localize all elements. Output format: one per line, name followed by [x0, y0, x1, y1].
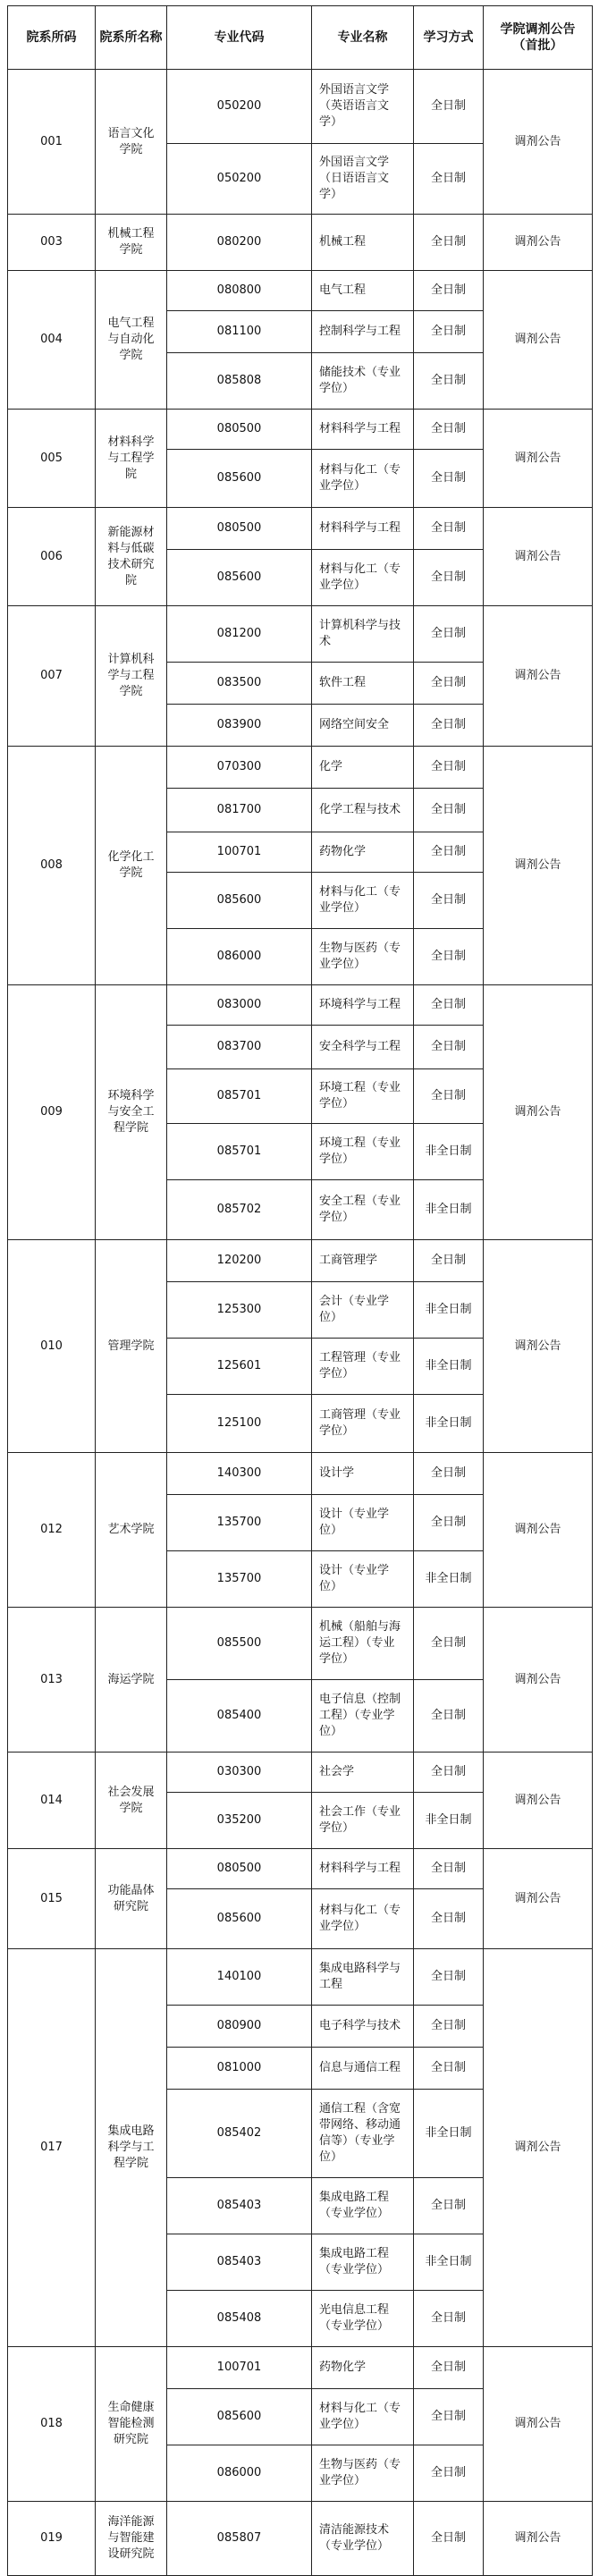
notice-link[interactable]: 调剂公告 [484, 2347, 593, 2502]
major-code-cell: 085600 [167, 2389, 312, 2445]
major-code-cell: 083500 [167, 663, 312, 705]
dept-name-cell: 管理学院 [96, 1240, 167, 1453]
major-name-cell: 机械（船舶与海运工程）（专业学位） [312, 1608, 414, 1680]
major-name-cell: 设计（专业学位） [312, 1495, 414, 1551]
study-mode-cell: 全日制 [414, 144, 484, 215]
study-mode-cell: 全日制 [414, 663, 484, 705]
dept-name-cell: 化学化工学院 [96, 747, 167, 985]
dept-name-cell: 生命健康智能检测研究院 [96, 2347, 167, 2502]
admissions-table [7, 5, 593, 2576]
major-name-cell: 计算机科学与技术 [312, 606, 414, 663]
study-mode-cell: 全日制 [414, 1949, 484, 2006]
dept-name-cell: 海洋能源与智能建设研究院 [96, 2502, 167, 2576]
dept-code-cell: 006 [8, 508, 96, 606]
major-name-cell: 社会学 [312, 1753, 414, 1793]
major-name-cell: 电子科学与技术 [312, 2006, 414, 2048]
major-code-cell: 080500 [167, 410, 312, 450]
study-mode-cell: 全日制 [414, 2006, 484, 2048]
major-code-cell: 085600 [167, 873, 312, 929]
major-name-cell: 清洁能源技术（专业学位） [312, 2502, 414, 2576]
table-row [8, 410, 593, 450]
table-row [8, 1453, 593, 1495]
dept-code-cell: 018 [8, 2347, 96, 2502]
major-code-cell: 050200 [167, 70, 312, 144]
dept-code-cell: 001 [8, 70, 96, 215]
major-code-cell: 080500 [167, 1849, 312, 1889]
dept-name-cell: 环境科学与安全工程学院 [96, 985, 167, 1240]
major-name-cell: 工商管理（专业学位） [312, 1395, 414, 1453]
table-row [8, 747, 593, 789]
dept-code-cell: 005 [8, 410, 96, 508]
major-name-cell: 网络空间安全 [312, 705, 414, 747]
major-name-cell: 工商管理学 [312, 1240, 414, 1282]
study-mode-cell: 全日制 [414, 873, 484, 929]
study-mode-cell: 非全日制 [414, 1339, 484, 1395]
major-code-cell: 080800 [167, 271, 312, 311]
major-code-cell: 120200 [167, 1240, 312, 1282]
major-code-cell: 086000 [167, 2445, 312, 2502]
major-code-cell: 100701 [167, 2347, 312, 2389]
table-header [8, 6, 593, 70]
table-row [8, 985, 593, 1026]
major-name-cell: 社会工作（专业学位） [312, 1793, 414, 1849]
dept-code-cell: 012 [8, 1453, 96, 1608]
major-name-cell: 材料与化工（专业学位） [312, 450, 414, 508]
major-name-cell: 环境工程（专业学位） [312, 1124, 414, 1180]
major-name-cell: 环境科学与工程 [312, 985, 414, 1026]
notice-link[interactable]: 调剂公告 [484, 1608, 593, 1753]
study-mode-cell: 非全日制 [414, 2090, 484, 2178]
study-mode-cell: 非全日制 [414, 1282, 484, 1339]
notice-link[interactable]: 调剂公告 [484, 1240, 593, 1453]
study-mode-cell: 全日制 [414, 2291, 484, 2347]
major-name-cell: 材料与化工（专业学位） [312, 2389, 414, 2445]
dept-code-cell: 010 [8, 1240, 96, 1453]
major-name-cell: 控制科学与工程 [312, 311, 414, 353]
dept-name-cell: 电气工程与自动化学院 [96, 271, 167, 410]
major-code-cell: 085702 [167, 1180, 312, 1240]
major-name-cell: 材料与化工（专业学位） [312, 873, 414, 929]
dept-name-cell: 计算机科学与工程学院 [96, 606, 167, 747]
major-code-cell: 085701 [167, 1124, 312, 1180]
dept-code-cell: 013 [8, 1608, 96, 1753]
study-mode-cell: 全日制 [414, 789, 484, 832]
study-mode-cell: 非全日制 [414, 1551, 484, 1608]
major-name-cell: 光电信息工程（专业学位） [312, 2291, 414, 2347]
study-mode-cell: 全日制 [414, 1608, 484, 1680]
major-code-cell: 135700 [167, 1551, 312, 1608]
major-name-cell: 化学 [312, 747, 414, 789]
notice-link[interactable]: 调剂公告 [484, 508, 593, 606]
dept-name-cell: 新能源材料与低碳技术研究院 [96, 508, 167, 606]
major-name-cell: 工程管理（专业学位） [312, 1339, 414, 1395]
major-code-cell: 081000 [167, 2048, 312, 2090]
major-name-cell: 储能技术（专业学位） [312, 353, 414, 410]
major-code-cell: 085600 [167, 450, 312, 508]
study-mode-cell: 全日制 [414, 2178, 484, 2234]
study-mode-cell: 非全日制 [414, 1124, 484, 1180]
dept-name-cell: 机械工程学院 [96, 215, 167, 271]
major-name-cell: 设计（专业学位） [312, 1551, 414, 1608]
study-mode-cell: 全日制 [414, 2445, 484, 2502]
table-row [8, 215, 593, 271]
major-name-cell: 外国语言文学（英语语言文学） [312, 70, 414, 144]
study-mode-cell: 全日制 [414, 1453, 484, 1495]
table-row [8, 1240, 593, 1282]
study-mode-cell: 全日制 [414, 1849, 484, 1889]
major-name-cell: 材料科学与工程 [312, 1849, 414, 1889]
major-name-cell: 安全科学与工程 [312, 1026, 414, 1069]
dept-code-cell: 017 [8, 1949, 96, 2347]
major-code-cell: 085403 [167, 2178, 312, 2234]
major-code-cell: 085600 [167, 550, 312, 606]
study-mode-cell: 全日制 [414, 1753, 484, 1793]
study-mode-cell: 全日制 [414, 2389, 484, 2445]
dept-name-cell: 社会发展学院 [96, 1753, 167, 1849]
major-code-cell: 085400 [167, 1680, 312, 1753]
dept-code-cell: 009 [8, 985, 96, 1240]
major-code-cell: 085408 [167, 2291, 312, 2347]
major-name-cell: 材料科学与工程 [312, 410, 414, 450]
major-code-cell: 083000 [167, 985, 312, 1026]
study-mode-cell: 全日制 [414, 1889, 484, 1949]
major-code-cell: 100701 [167, 832, 312, 873]
major-name-cell: 生物与医药（专业学位） [312, 2445, 414, 2502]
major-code-cell: 125100 [167, 1395, 312, 1453]
notice-link[interactable]: 调剂公告 [484, 215, 593, 271]
major-code-cell: 140300 [167, 1453, 312, 1495]
major-code-cell: 085500 [167, 1608, 312, 1680]
study-mode-cell: 全日制 [414, 410, 484, 450]
major-name-cell: 外国语言文学（日语语言文学） [312, 144, 414, 215]
major-code-cell: 125300 [167, 1282, 312, 1339]
study-mode-cell: 非全日制 [414, 1395, 484, 1453]
dept-code-cell: 019 [8, 2502, 96, 2576]
major-name-cell: 材料与化工（专业学位） [312, 550, 414, 606]
major-code-cell: 085600 [167, 1889, 312, 1949]
table-row [8, 1753, 593, 1793]
study-mode-cell: 全日制 [414, 1495, 484, 1551]
study-mode-cell: 全日制 [414, 929, 484, 985]
table-row [8, 2347, 593, 2389]
study-mode-cell: 全日制 [414, 705, 484, 747]
major-name-cell: 集成电路工程（专业学位） [312, 2178, 414, 2234]
major-name-cell: 机械工程 [312, 215, 414, 271]
study-mode-cell: 全日制 [414, 1680, 484, 1753]
table-row [8, 1608, 593, 1680]
major-name-cell: 安全工程（专业学位） [312, 1180, 414, 1240]
study-mode-cell: 全日制 [414, 550, 484, 606]
study-mode-cell: 全日制 [414, 215, 484, 271]
study-mode-cell: 全日制 [414, 1026, 484, 1069]
header-dept-code: 院系所码 [8, 6, 96, 70]
major-code-cell: 083700 [167, 1026, 312, 1069]
major-code-cell: 135700 [167, 1495, 312, 1551]
major-code-cell: 085807 [167, 2502, 312, 2576]
major-name-cell: 软件工程 [312, 663, 414, 705]
notice-link[interactable]: 调剂公告 [484, 606, 593, 747]
major-code-cell: 085701 [167, 1069, 312, 1124]
study-mode-cell: 全日制 [414, 747, 484, 789]
study-mode-cell: 非全日制 [414, 1793, 484, 1849]
study-mode-cell: 全日制 [414, 353, 484, 410]
major-name-cell: 通信工程（含宽带网络、移动通信等）（专业学位） [312, 2090, 414, 2178]
major-code-cell: 081700 [167, 789, 312, 832]
major-code-cell: 030300 [167, 1753, 312, 1793]
notice-link[interactable]: 调剂公告 [484, 410, 593, 508]
table-row [8, 1949, 593, 2006]
major-name-cell: 设计学 [312, 1453, 414, 1495]
header-study-mode: 学习方式 [414, 6, 484, 70]
major-code-cell: 085403 [167, 2234, 312, 2291]
major-name-cell: 电气工程 [312, 271, 414, 311]
notice-link[interactable]: 调剂公告 [484, 271, 593, 410]
table-row [8, 1849, 593, 1889]
table-row [8, 606, 593, 663]
major-code-cell: 125601 [167, 1339, 312, 1395]
major-name-cell: 会计（专业学位） [312, 1282, 414, 1339]
dept-name-cell: 海运学院 [96, 1608, 167, 1753]
notice-link[interactable]: 调剂公告 [484, 70, 593, 215]
major-code-cell: 080900 [167, 2006, 312, 2048]
major-code-cell: 083900 [167, 705, 312, 747]
major-name-cell: 化学工程与技术 [312, 789, 414, 832]
notice-link[interactable]: 调剂公告 [484, 1949, 593, 2347]
major-name-cell: 材料科学与工程 [312, 508, 414, 550]
study-mode-cell: 全日制 [414, 832, 484, 873]
study-mode-cell: 全日制 [414, 2347, 484, 2389]
dept-code-cell: 015 [8, 1849, 96, 1949]
study-mode-cell: 全日制 [414, 70, 484, 144]
dept-code-cell: 003 [8, 215, 96, 271]
study-mode-cell: 全日制 [414, 508, 484, 550]
dept-code-cell: 014 [8, 1753, 96, 1849]
major-code-cell: 081100 [167, 311, 312, 353]
notice-link[interactable]: 调剂公告 [484, 1849, 593, 1949]
major-code-cell: 080500 [167, 508, 312, 550]
study-mode-cell: 全日制 [414, 985, 484, 1026]
major-code-cell: 085808 [167, 353, 312, 410]
study-mode-cell: 非全日制 [414, 2234, 484, 2291]
table-row [8, 271, 593, 311]
major-name-cell: 信息与通信工程 [312, 2048, 414, 2090]
major-code-cell: 140100 [167, 1949, 312, 2006]
dept-name-cell: 语言文化学院 [96, 70, 167, 215]
dept-code-cell: 004 [8, 271, 96, 410]
notice-link[interactable]: 调剂公告 [484, 747, 593, 985]
major-code-cell: 070300 [167, 747, 312, 789]
study-mode-cell: 全日制 [414, 450, 484, 508]
major-code-cell: 085402 [167, 2090, 312, 2178]
major-code-cell: 081200 [167, 606, 312, 663]
header-major-name: 专业名称 [312, 6, 414, 70]
dept-name-cell: 功能晶体研究院 [96, 1849, 167, 1949]
major-name-cell: 生物与医药（专业学位） [312, 929, 414, 985]
header-major-code: 专业代码 [167, 6, 312, 70]
major-code-cell: 050200 [167, 144, 312, 215]
dept-code-cell: 007 [8, 606, 96, 747]
table-body [8, 70, 593, 2576]
study-mode-cell: 全日制 [414, 606, 484, 663]
study-mode-cell: 全日制 [414, 1069, 484, 1124]
dept-name-cell: 艺术学院 [96, 1453, 167, 1608]
study-mode-cell: 非全日制 [414, 1180, 484, 1240]
major-code-cell: 080200 [167, 215, 312, 271]
table-row [8, 2502, 593, 2576]
major-name-cell: 集成电路科学与工程 [312, 1949, 414, 2006]
notice-link[interactable]: 调剂公告 [484, 1753, 593, 1849]
major-name-cell: 药物化学 [312, 2347, 414, 2389]
major-name-cell: 药物化学 [312, 832, 414, 873]
major-name-cell: 环境工程（专业学位） [312, 1069, 414, 1124]
study-mode-cell: 全日制 [414, 271, 484, 311]
notice-link[interactable]: 调剂公告 [484, 2502, 593, 2576]
dept-code-cell: 008 [8, 747, 96, 985]
study-mode-cell: 全日制 [414, 2048, 484, 2090]
major-name-cell: 电子信息（控制工程）（专业学位） [312, 1680, 414, 1753]
major-code-cell: 086000 [167, 929, 312, 985]
notice-link[interactable]: 调剂公告 [484, 985, 593, 1240]
header-notice: 学院调剂公告 （首批） [484, 6, 593, 70]
study-mode-cell: 全日制 [414, 1240, 484, 1282]
dept-name-cell: 集成电路科学与工程学院 [96, 1949, 167, 2347]
major-name-cell: 集成电路工程（专业学位） [312, 2234, 414, 2291]
study-mode-cell: 全日制 [414, 311, 484, 353]
notice-link[interactable]: 调剂公告 [484, 1453, 593, 1608]
header-dept-name: 院系所名称 [96, 6, 167, 70]
table-row [8, 70, 593, 144]
dept-name-cell: 材料科学与工程学院 [96, 410, 167, 508]
study-mode-cell: 全日制 [414, 2502, 484, 2576]
major-code-cell: 035200 [167, 1793, 312, 1849]
table-row [8, 508, 593, 550]
major-name-cell: 材料与化工（专业学位） [312, 1889, 414, 1949]
